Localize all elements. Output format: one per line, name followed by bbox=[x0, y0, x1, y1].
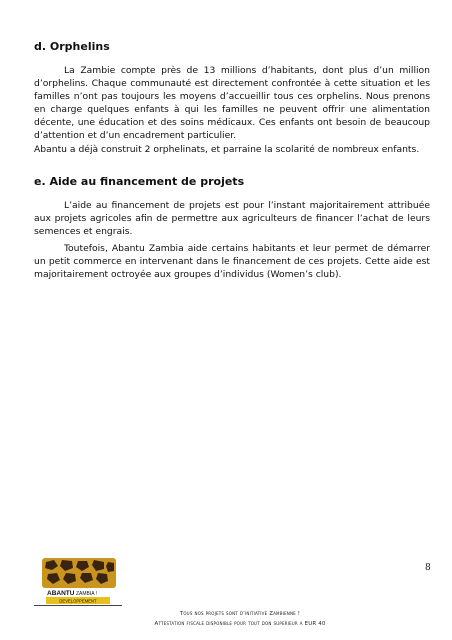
abantu-logo bbox=[36, 558, 120, 606]
logo-name-suffix: ZAMBIA ! bbox=[76, 591, 98, 597]
paragraph-orphelins-intro: La Zambie compte près de 13 millions d’habitants, dont plus d’un million d’orphelins. Chaque communauté est directement confrontée à cette situation et les familles n’ont pas toujours les moyens d’accueillir tous ces orphelins. Nous prenons en charge quelques enfants à qui les familles ne peuvent offrir une alimentation décente, une éducation et des soins médicaux. Ces enfants ont besoin de beaucoup d’attention et d’un encadrement particulier. bbox=[34, 65, 430, 141]
footer-line-2: Attestation fiscale disponible pour tout don superieur a EUR 40 bbox=[154, 621, 326, 627]
paragraph-petit-commerce: Toutefois, Abantu Zambia aide certains habitants et leur permet de démarrer un petit commerce en intervenant dans le financement de ces projets. Cette aide est majoritairement octroyée aux groupes d’individus (Women’s club). bbox=[34, 243, 430, 280]
paragraph-financement-agricole: L’aide au financement de projets est pour l’instant majoritairement attribuée aux projets agricoles afin de permettre aux agriculteurs de financer l’achat de leurs semences et engrais. bbox=[34, 200, 430, 237]
giraffe-pattern-icon bbox=[42, 558, 116, 588]
footer-divider bbox=[34, 605, 122, 606]
logo-tagline: DEVELOPPEMENT bbox=[59, 598, 97, 604]
footer-line-1: Tous nos projets sont d’initiative Zambienne ! bbox=[179, 611, 301, 617]
section-heading-orphelins: d. Orphelins bbox=[34, 40, 110, 53]
page-number: 8 bbox=[425, 563, 431, 573]
paragraph-orphelinats: Abantu a déjà construit 2 orphelinats, et parraine la scolarité de nombreux enfants. bbox=[34, 144, 420, 155]
section-heading-financement: e. Aide au financement de projets bbox=[34, 175, 245, 188]
logo-name: ABANTU bbox=[47, 590, 75, 597]
